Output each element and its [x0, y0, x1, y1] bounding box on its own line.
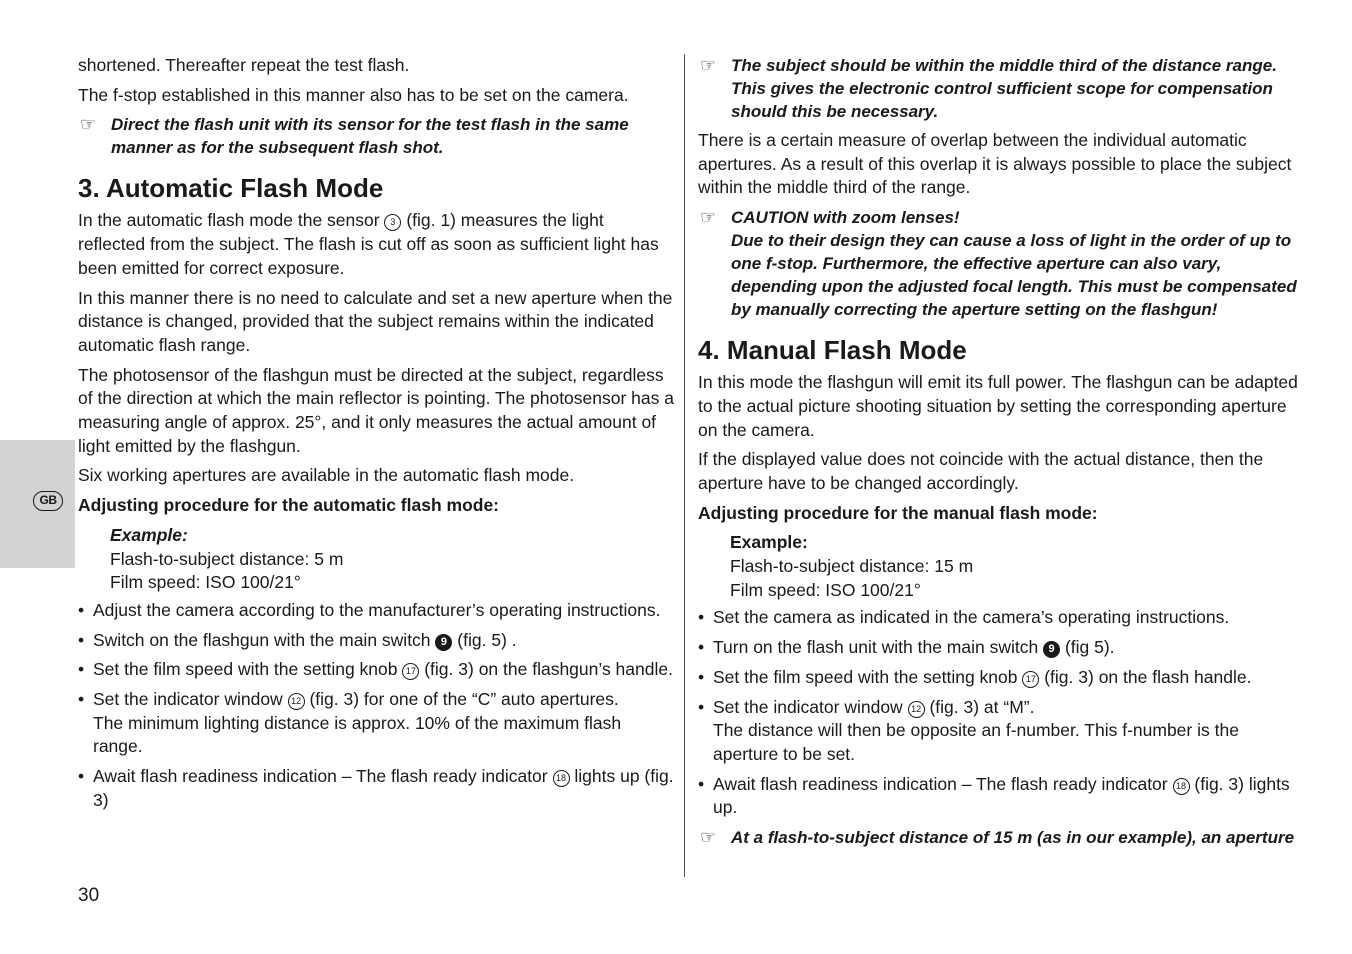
bullet-icon: • [698, 637, 705, 658]
paragraph: In this manner there is no need to calculate and set a new aperture when the distance is changed, provided that the subject remains within the indicated automatic flash range. [78, 287, 673, 355]
text: Set the indicator window [713, 696, 903, 717]
callout-number: 18 [553, 770, 570, 787]
page-number: 30 [78, 885, 100, 906]
bullet-icon: • [78, 599, 85, 620]
text: The minimum lighting distance is approx. 10% of the maximum flash range. [93, 712, 622, 757]
example-line: Film speed: ISO 100/21° [730, 579, 921, 600]
text: (fig. 3) at “M”. [929, 696, 1035, 717]
text: Switch on the flashgun with the main switch [93, 629, 431, 650]
callout-number: 17 [402, 663, 419, 680]
list-item [78, 599, 674, 623]
bullet-icon: • [78, 659, 85, 680]
text: Set the film speed with the setting knob [93, 659, 398, 680]
note [698, 54, 1298, 123]
section-heading: 4. Manual Flash Mode [698, 335, 967, 366]
list-item [698, 606, 1298, 630]
text: Await flash readiness indication – The flash ready indicator [713, 773, 1168, 794]
pointing-hand-icon: ☞ [700, 827, 717, 848]
section-heading: 3. Automatic Flash Mode [78, 173, 384, 204]
list-item [78, 688, 674, 759]
paragraph: shortened. Thereafter repeat the test flash. [78, 55, 410, 75]
language-badge: GB [33, 491, 63, 511]
list-item [698, 636, 1298, 660]
list-item [698, 696, 1298, 767]
example-title: Example: [730, 532, 808, 553]
text: In the automatic flash mode the sensor [78, 210, 380, 231]
bullet-icon: • [78, 689, 85, 710]
text: lights up (fig. 3) [93, 766, 674, 810]
example-block [78, 524, 674, 595]
text: Await flash readiness indication – The flash ready indicator [93, 766, 548, 787]
note [698, 826, 1298, 849]
column-divider [684, 54, 685, 877]
list-item [698, 666, 1298, 690]
note-text: The subject should be within the middle third of the distance range. [731, 56, 1277, 75]
procedure-heading: Adjusting procedure for the automatic flash mode: [78, 495, 500, 516]
paragraph: The photosensor of the flashgun must be directed at the subject, regardless of the direction at which the main reflector is pointing. The photosensor has a measuring angle of approx. 25°, and it only measures the actual amount of light emitted by the flashgun. [78, 364, 674, 456]
note-text: Direct the flash unit with its sensor for the test flash in the same manner as for the subsequent flash shot. [111, 115, 629, 158]
bullet-icon: • [698, 696, 705, 717]
paragraph: There is a certain measure of overlap between the individual automatic apertures. As a result of this overlap it is always possible to place the subject within the middle third of the range. [698, 130, 1292, 198]
callout-number: 9 [1043, 641, 1060, 658]
bullet-icon: • [698, 607, 705, 628]
bullet-icon: • [78, 629, 85, 650]
bullet-icon: • [698, 773, 705, 794]
text: Set the film speed with the setting knob [713, 666, 1018, 687]
note-text: should this be necessary. [731, 102, 939, 121]
list-item [78, 658, 674, 682]
callout-number: 18 [1173, 778, 1190, 795]
pointing-hand-icon: ☞ [700, 55, 717, 75]
right-column [698, 54, 1298, 855]
note-text: At a flash-to-subject distance of 15 m (as in our example), an aperture [731, 828, 1295, 848]
paragraph: In this mode the flashgun will emit its full power. The flashgun can be adapted to the actual picture shooting situation by setting the corresponding aperture on the camera. [698, 372, 1298, 440]
example-line: Flash-to-subject distance: 5 m [110, 548, 344, 569]
callout-number: 17 [1022, 671, 1039, 688]
note [698, 206, 1298, 321]
callout-number: 3 [384, 214, 401, 231]
list-item [78, 765, 674, 812]
paragraph: If the displayed value does not coincide with the actual distance, then the aperture have to be changed accordingly. [698, 449, 1264, 493]
paragraph [78, 209, 674, 280]
callout-number: 12 [288, 693, 305, 710]
bullet-icon: • [698, 666, 705, 687]
note-text: This gives the electronic control sufficient scope for compensation [731, 79, 1273, 98]
list-item [78, 629, 674, 653]
example-line: Flash-to-subject distance: 15 m [730, 556, 974, 577]
procedure-heading: Adjusting procedure for the manual flash mode: [698, 502, 1098, 523]
text: (fig 5). [1064, 637, 1115, 658]
note-text: CAUTION with zoom lenses! [731, 208, 960, 228]
text: Set the indicator window [93, 689, 283, 710]
example-title: Example: [110, 524, 188, 545]
text: Adjust the camera according to the manufacturer’s operating instructions. [93, 599, 661, 620]
text: (fig. 3) on the flashgun’s handle. [424, 659, 673, 680]
note [78, 113, 674, 159]
pointing-hand-icon: ☞ [700, 207, 717, 228]
paragraph: The f-stop established in this manner also has to be set on the camera. [78, 84, 629, 105]
text: The distance will then be opposite an f-number. This f-number is the aperture to be set. [713, 720, 1239, 764]
callout-number: 9 [435, 634, 452, 651]
text: Turn on the flash unit with the main switch [713, 637, 1039, 658]
bullet-icon: • [78, 766, 85, 787]
paragraph: Six working apertures are available in the automatic flash mode. [78, 465, 575, 486]
callout-number: 12 [908, 701, 925, 718]
note-text: Due to their design they can cause a loss of light in the order of up to one f-stop. Furthermore, the effective aperture can also vary, depending upon the adjusted focal length. This must be compensated by manually correcting the aperture setting on the flashgun! [731, 231, 1297, 320]
list-item [698, 773, 1298, 820]
left-column [78, 54, 674, 819]
text: (fig. 5) . [457, 629, 517, 650]
text: (fig. 3) for one of the “C” auto apertures. [309, 689, 619, 710]
text: (fig. 1) measures the light reflected from the subject. The flash is cut off as soon as sufficient light has been emitted for correct exposure. [78, 210, 659, 278]
example-line: Film speed: ISO 100/21° [110, 572, 301, 593]
pointing-hand-icon: ☞ [80, 114, 97, 135]
example-block [698, 531, 1298, 602]
text: (fig. 3) lights up. [713, 773, 1290, 818]
text: Set the camera as indicated in the camera’s operating instructions. [713, 607, 1230, 628]
text: (fig. 3) on the flash handle. [1044, 666, 1252, 687]
